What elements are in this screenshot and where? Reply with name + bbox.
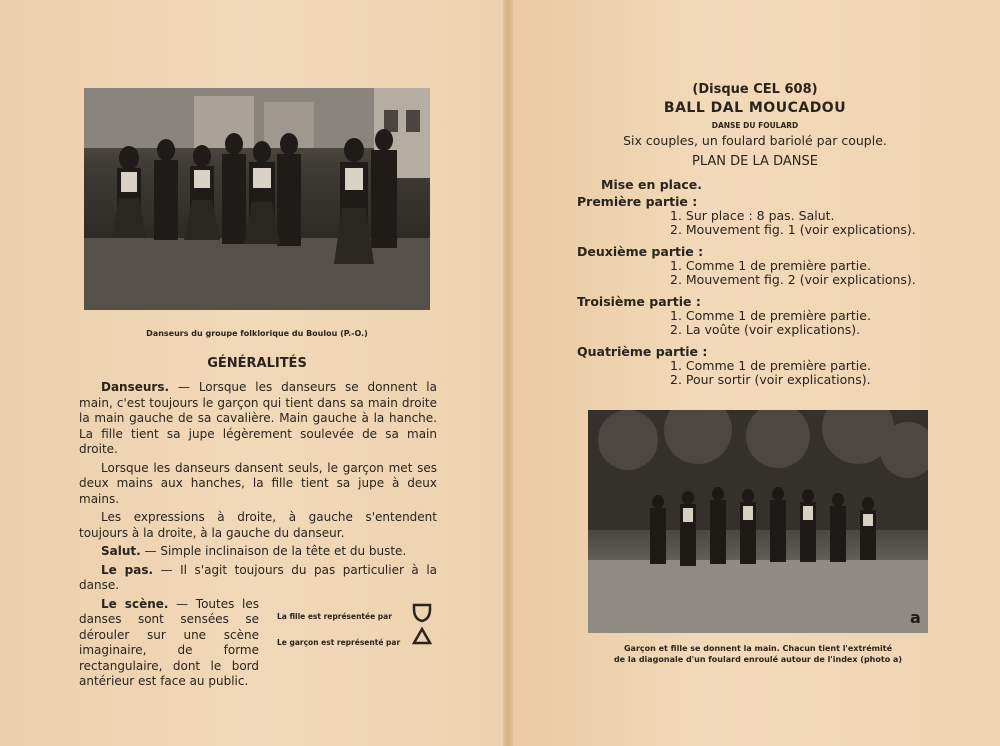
- part-title: Quatrième partie :: [577, 344, 708, 359]
- text-salut: — Simple inclinaison de la tête et du buste.: [140, 544, 407, 558]
- paragraph-scene: [79, 597, 259, 690]
- part-item: 1. Comme 1 de première partie.: [670, 358, 871, 373]
- disque-reference: (Disque CEL 608): [692, 82, 818, 97]
- photo-caption-line-1: Garçon et fille se donnent la main. Chacun tient l'extrémité: [623, 644, 892, 653]
- book-gutter: [503, 0, 513, 746]
- part-item: 2. Mouvement fig. 1 (voir explications).: [670, 222, 916, 237]
- text-scene: — Toutes les danses sont sensées se dérouler sur une scène imaginaire, de forme rectangulaire, dont le bord antérieur est face au public.: [79, 596, 259, 688]
- part-item: 1. Sur place : 8 pas. Salut.: [670, 208, 835, 223]
- part-item: 1. Comme 1 de première partie.: [670, 308, 871, 323]
- scene-row: [79, 597, 437, 690]
- legend-garcon-label: Le garçon est représenté par: [277, 637, 401, 647]
- dancers-group-photo: [84, 88, 430, 310]
- photo-caption-dancers: Danseurs du groupe folklorique du Boulou (P.-O.): [146, 329, 368, 338]
- generalites-body: [79, 380, 437, 693]
- paragraph-salut: [79, 544, 437, 560]
- dance-title: BALL DAL MOUCADOU: [663, 100, 847, 116]
- label-danseurs: Danseurs.: [101, 380, 170, 394]
- label-salut: Salut.: [101, 544, 141, 558]
- part-item: 2. Pour sortir (voir explications).: [670, 372, 871, 387]
- dancer-symbols-icon: [411, 603, 433, 647]
- photo-mark-a: a: [910, 608, 921, 627]
- paragraph-expressions: Les expressions à droite, à gauche s'entendent toujours à la droite, à la gauche du danseur.: [79, 510, 437, 540]
- part-title: Deuxième partie :: [577, 244, 704, 259]
- mise-en-place: Mise en place.: [601, 177, 703, 192]
- dance-subtitle: DANSE DU FOULARD: [711, 121, 799, 130]
- paragraph-pas: [79, 563, 437, 594]
- label-scene: Le scène.: [101, 596, 169, 611]
- paragraph-danseurs: [79, 380, 437, 458]
- couples-dancing-photo: [588, 410, 928, 633]
- photo-caption-line-2: de la diagonale d'un foulard enroulé autour de l'index (photo a): [613, 655, 903, 664]
- label-pas: Le pas.: [101, 562, 154, 577]
- part-title: Première partie :: [577, 194, 698, 209]
- plan-heading: PLAN DE LA DANSE: [692, 154, 818, 169]
- part-title: Troisième partie :: [577, 294, 701, 309]
- couples-dancing-photo-image: [588, 410, 928, 633]
- section-title-generalites: GÉNÉRALITÉS: [207, 356, 307, 371]
- text-danseurs: — Lorsque les danseurs se donnent la main, c'est toujours le garçon qui tient dans sa main droite la main gauche de sa cavalière. Main gauche à la hanche. La fille tient sa jupe légèrement soulevée de sa main droite.: [79, 380, 437, 456]
- part-item: 2. Mouvement fig. 2 (voir explications).: [670, 272, 916, 287]
- part-item: 1. Comme 1 de première partie.: [670, 258, 871, 273]
- legend-fille-label: La fille est représentée par: [277, 611, 392, 621]
- part-item: 2. La voûte (voir explications).: [670, 322, 861, 337]
- photo-caption-couples: [588, 643, 928, 665]
- paragraph-seuls: Lorsque les danseurs dansent seuls, le garçon met ses deux mains aux hanches, la fille tient sa jupe à deux mains.: [79, 460, 437, 506]
- dancers-group-photo-image: [84, 88, 430, 310]
- text-pas: — Il s'agit toujours du pas particulier à la danse.: [79, 562, 438, 592]
- couples-description: Six couples, un foulard bariolé par couple.: [623, 133, 887, 148]
